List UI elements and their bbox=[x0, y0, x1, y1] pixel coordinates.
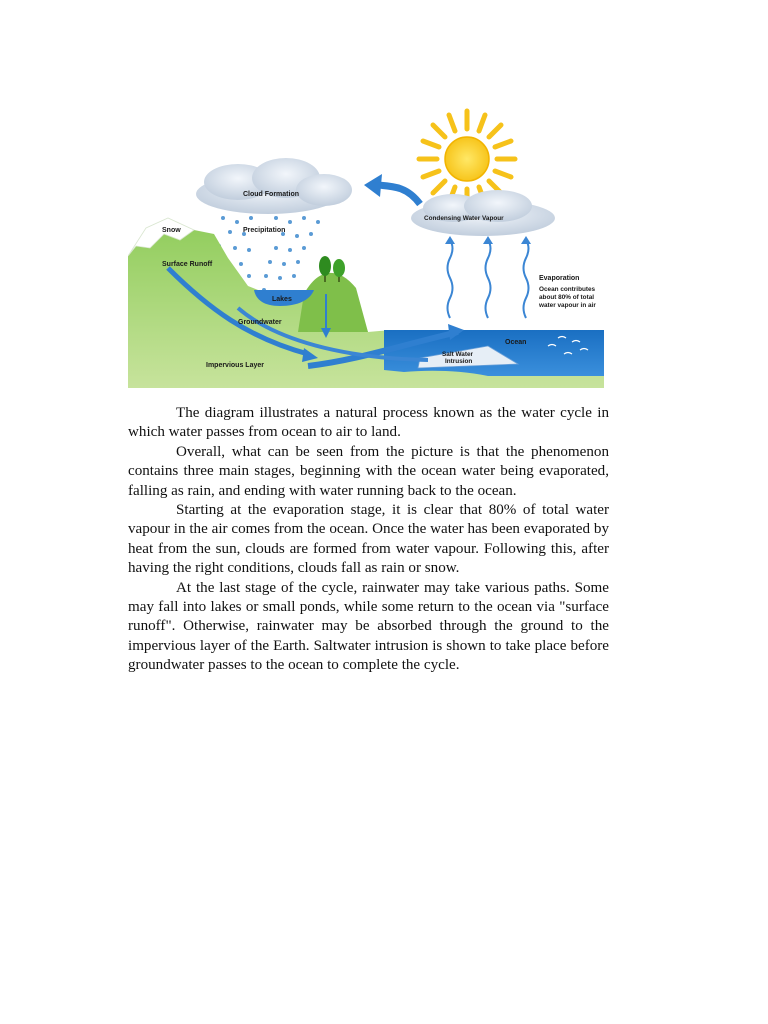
condensing-cloud bbox=[411, 190, 555, 236]
cloud-formation-cloud bbox=[196, 158, 352, 214]
groundwater-label: Groundwater bbox=[238, 319, 282, 326]
water-cycle-diagram bbox=[128, 108, 604, 388]
cloud-movement-arrow bbox=[364, 174, 420, 204]
lakes-label: Lakes bbox=[272, 296, 292, 303]
condensing-label: Condensing Water Vapour bbox=[424, 215, 504, 222]
ocean-note-line-2: about 80% of total bbox=[539, 294, 595, 301]
impervious-layer-label: Impervious Layer bbox=[206, 362, 264, 369]
salt-water-label-2: Intrusion bbox=[445, 358, 473, 365]
ocean-label: Ocean bbox=[505, 339, 527, 346]
paragraph-evaporation: Starting at the evaporation stage, it is clear that 80% of total water vapour in the air comes from the ocean. Once the water has been evaporated by heat from the sun, clouds are formed from water vapour. Following this, after having the right conditions, clouds fall as rain or snow. bbox=[128, 502, 609, 577]
cloud-formation-label: Cloud Formation bbox=[243, 191, 299, 198]
paragraph-overview: Overall, what can be seen from the picture is that the phenomenon contains three main stages, beginning with the ocean water being evaporated, falling as rain, and ending with water running back to the ocean. bbox=[128, 443, 609, 499]
salt-water-label-1: Salt Water bbox=[442, 351, 474, 358]
essay-body bbox=[128, 404, 609, 676]
paragraph-intro: The diagram illustrates a natural process known as the water cycle in which water passes from ocean to air to land. bbox=[128, 405, 609, 441]
snow-label: Snow bbox=[162, 227, 181, 234]
evaporation-arrows bbox=[448, 240, 529, 318]
precipitation-label: Precipitation bbox=[243, 227, 286, 234]
ocean-note-line-1: Ocean contributes bbox=[539, 286, 596, 293]
surface-runoff-label: Surface Runoff bbox=[162, 261, 213, 268]
ocean-note-line-3: water vapour in air bbox=[539, 302, 596, 309]
paragraph-last-stage: At the last stage of the cycle, rainwater may take various paths. Some may fall into lakes or small ponds, while some return to the ocean via "surface runoff". Otherwise, rainwater may be absorbed through the ground to the impervious layer of the Earth. Saltwater intrusion is shown to take place before groundwater passes to the ocean to complete the cycle. bbox=[128, 579, 609, 674]
evaporation-label: Evaporation bbox=[539, 275, 580, 282]
